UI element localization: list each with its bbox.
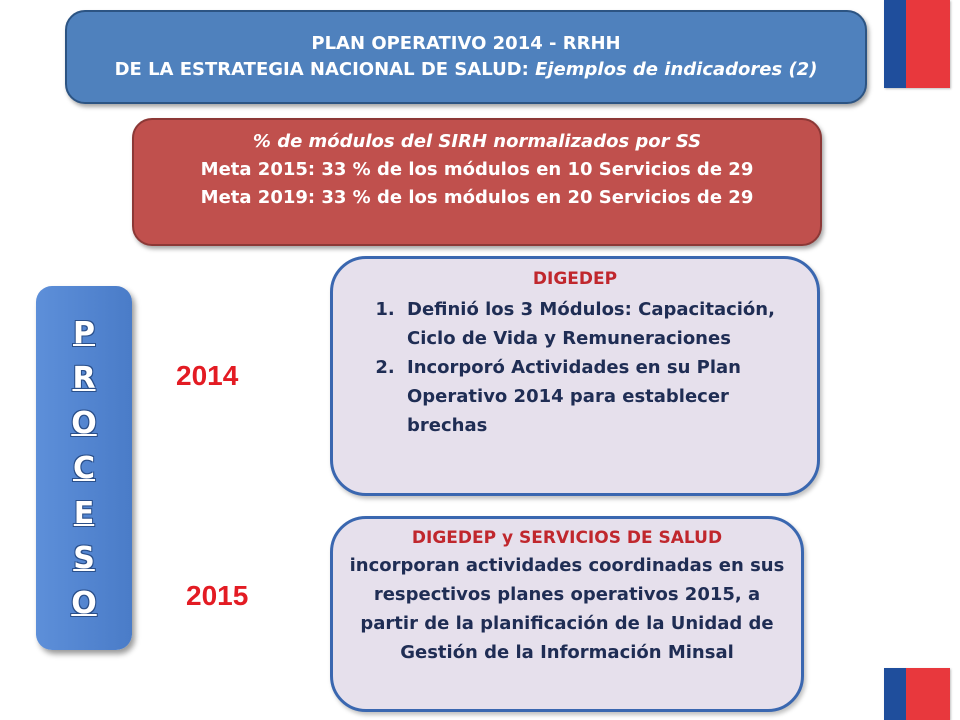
indicator-title: % de módulos del SIRH normalizados por SS [252, 131, 702, 152]
proceso-letter: S [73, 540, 95, 576]
chile-flag-logo-bottom [884, 668, 950, 720]
proceso-letter: E [73, 495, 95, 531]
proceso-letter: O [71, 585, 97, 621]
indicator-meta-2015: Meta 2015: 33 % de los módulos en 10 Servicios de 29 [200, 159, 754, 180]
proceso-letter: P [73, 315, 95, 351]
servicios-title: DIGEDEP y SERVICIOS DE SALUD [411, 528, 723, 548]
header-line-1: PLAN OPERATIVO 2014 - RRHH [311, 33, 621, 54]
flag-red-band [906, 668, 950, 720]
year-2014-label: 2014 [176, 360, 239, 391]
year-2015-label: 2015 [186, 580, 249, 611]
proceso-letter: C [72, 450, 96, 486]
proceso-letter: O [71, 405, 97, 441]
flag-blue-band [884, 668, 906, 720]
flag-red-band [906, 0, 950, 88]
digedep-item: 1. Definió los 3 Módulos: Capacitación, Ciclo de Vida y Remuneraciones [401, 295, 797, 353]
proceso-letter: R [72, 360, 96, 396]
header-banner [65, 10, 867, 104]
header-line-2 [67, 57, 865, 83]
chile-flag-logo-top [884, 0, 950, 88]
indicator-meta-2019: Meta 2019: 33 % de los módulos en 20 Servicios de 29 [200, 187, 754, 208]
digedep-title: DIGEDEP [532, 269, 618, 289]
servicios-body: incorporan actividades coordinadas en sus respectivos planes operativos 2015, a partir de la planificación de la Unidad de Gestión de la Información Minsal [349, 555, 785, 663]
servicios-box [330, 516, 804, 712]
proceso-label [36, 286, 132, 650]
indicator-box [132, 118, 822, 246]
digedep-box [330, 256, 820, 496]
header-line-2-plain: DE LA ESTRATEGIA NACIONAL DE SALUD: [114, 59, 536, 80]
digedep-item: 2. Incorporó Actividades en su Plan Operativo 2014 para establecer brechas [401, 353, 797, 440]
header-line-2-italic: Ejemplos de indicadores (2) [535, 59, 818, 80]
flag-blue-band [884, 0, 906, 88]
digedep-list [353, 295, 797, 440]
